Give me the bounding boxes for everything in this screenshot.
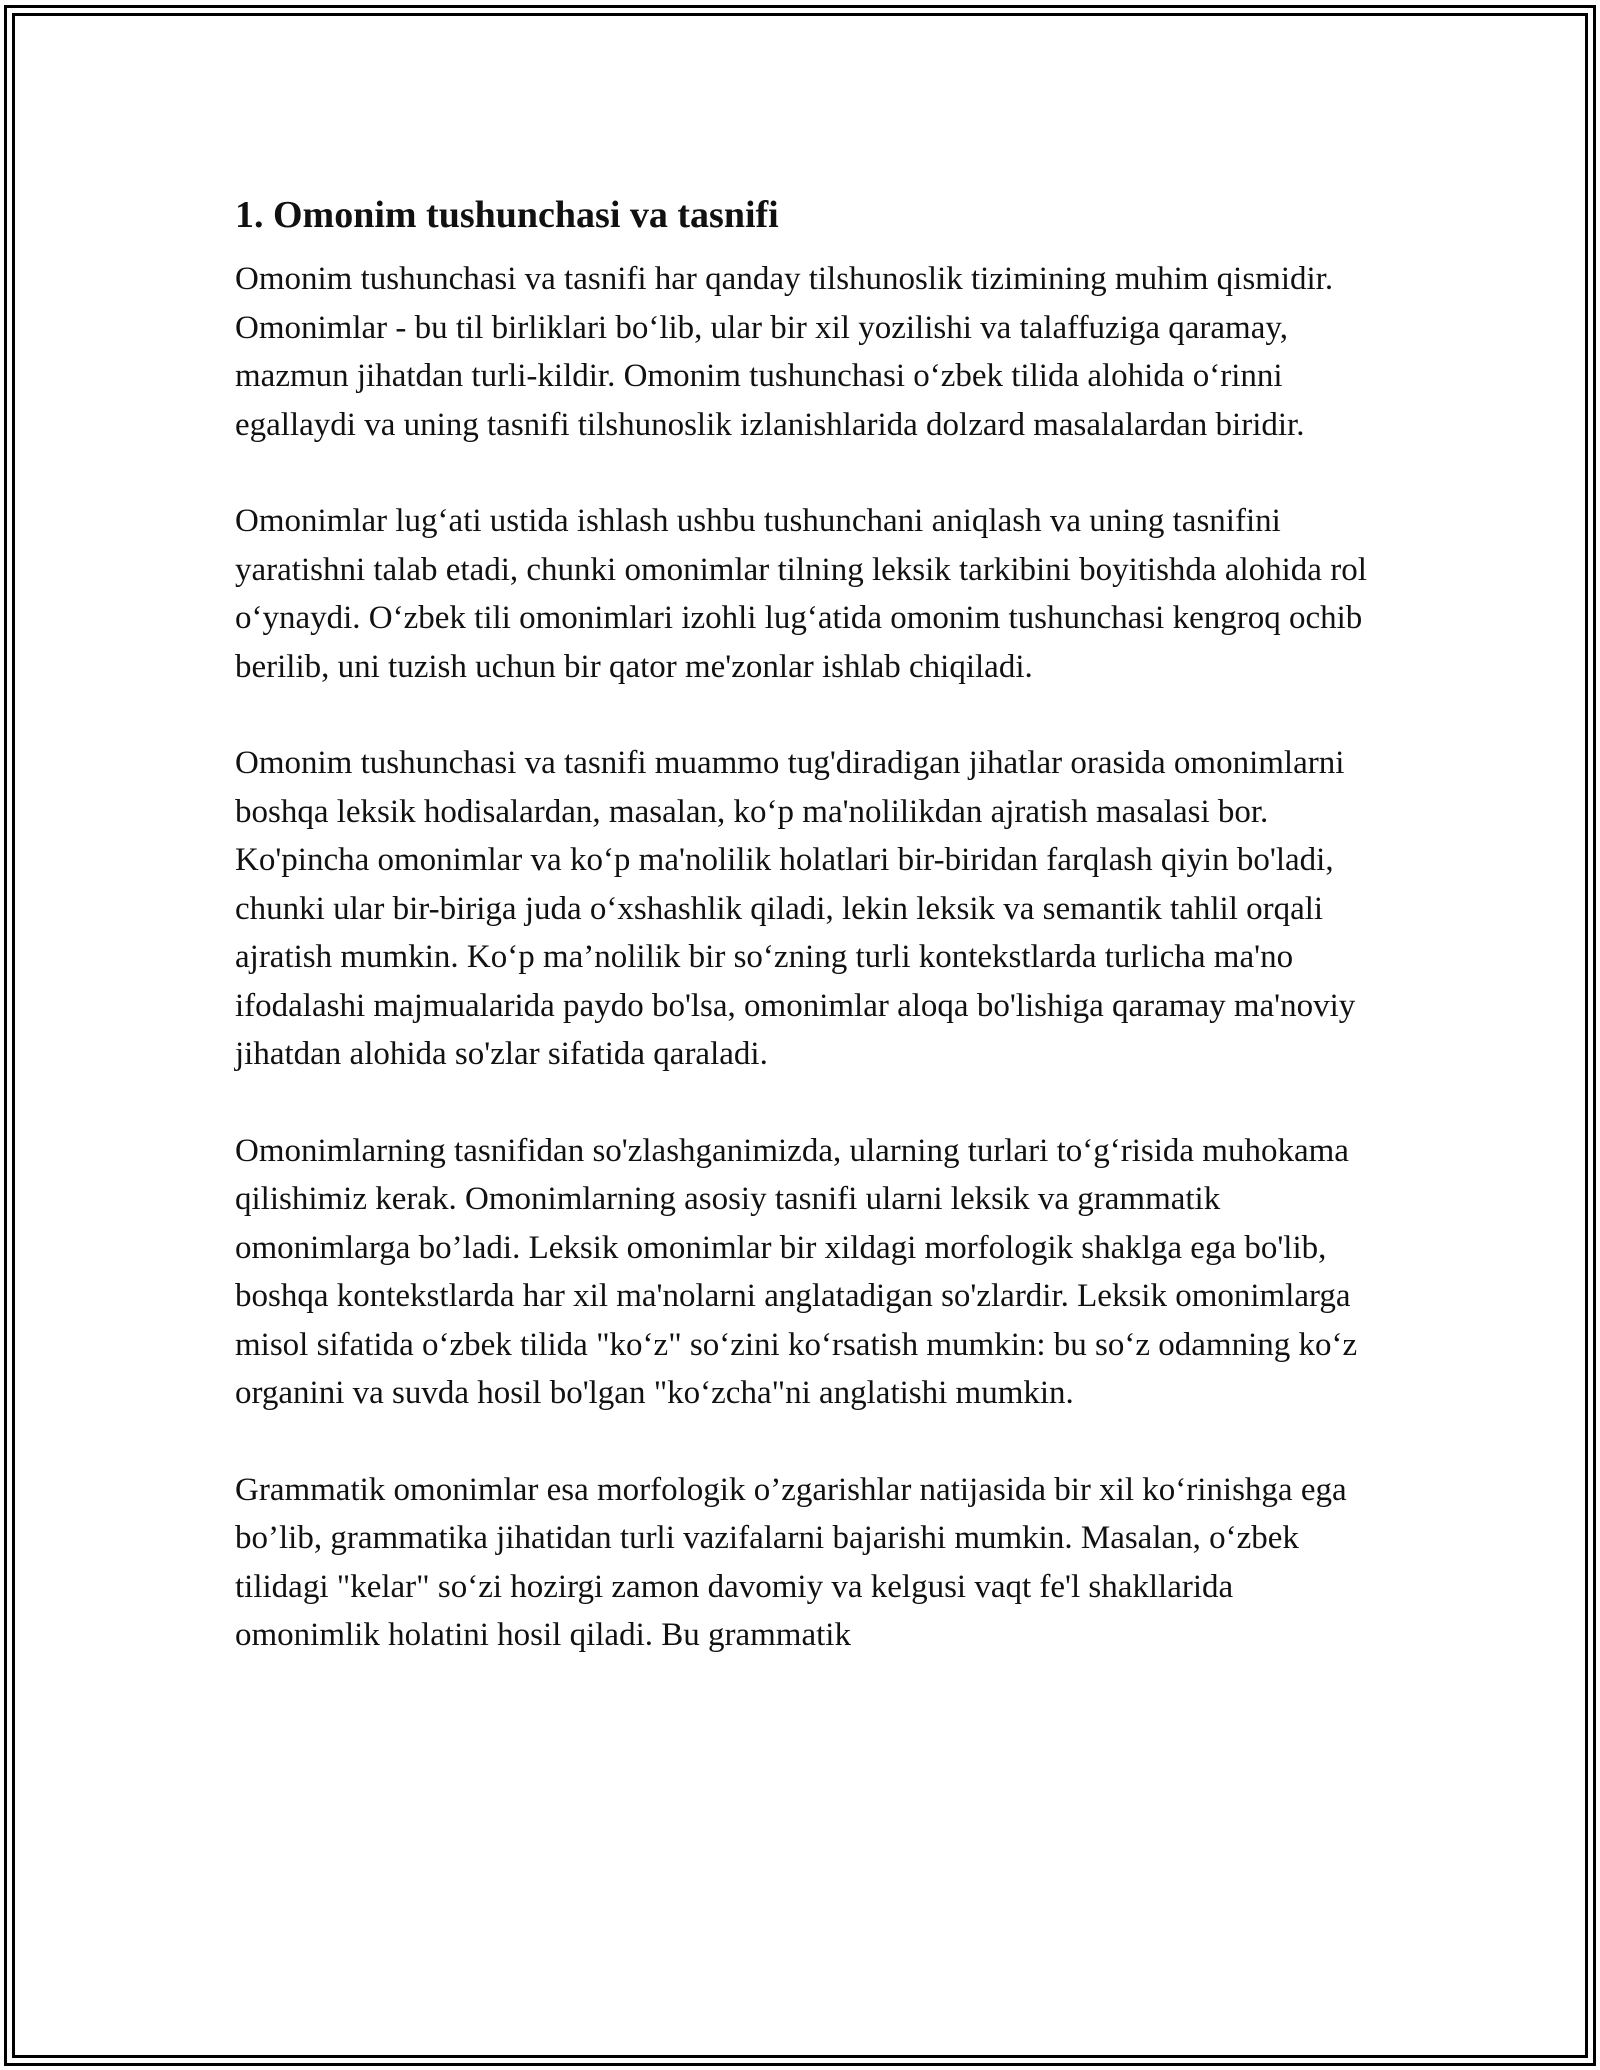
paragraph-4: Omonimlarning tasnifidan so'zlashganimizda, ularning turlari to‘g‘risida muhokama qilishimiz kerak. Omonimlarning asosiy tasnifi ularni leksik va grammatik omonimlarga bo’ladi. Leksik omonimlar bir xildagi morfologik shaklga ega bo'lib, boshqa kontekstlarda har xil ma'nolarni anglatadigan so'zlardir. Leksik omonimlarga misol sifatida o‘zbek tilida "ko‘z" so‘zini ko‘rsatish mumkin: bu so‘z odamning ko‘z organini va suvda hosil bo'lgan "ko‘zcha"ni anglatishi mumkin.: [235, 1132, 1358, 1411]
paragraph-1: Omonim tushunchasi va tasnifi har qanday tilshunoslik tizimining muhim qismidir. Omonimlar - bu til birliklari bo‘lib, ular bir xil yozilishi va talaffuziga qaramay, mazmun jihatdan turli-kildir. Omonim tushunchasi o‘zbek tilida alohida o‘rinni egallaydi va uning tasnifi tilshunoslik izlanishlarida dolzard masalalardan biridir.: [235, 261, 1334, 443]
paragraph-3: Omonim tushunchasi va tasnifi muammo tug'diradigan jihatlar orasida omonimlarni boshqa leksik hodisalardan, masalan, ko‘p ma'nolilikdan ajratish masalasi bor. Ko'pincha omonimlar va ko‘p ma'nolilik holatlari bir-biridan farqlash qiyin bo'ladi, chunki ular bir-biriga juda o‘xshashlik qiladi, lekin leksik va semantik tahlil orqali ajratish mumkin. Ko‘p ma’nolilik bir so‘zning turli kontekstlarda turlicha ma'no ifodalashi majmualarida paydo bo'lsa, omonimlar aloqa bo'lishiga qaramay ma'noviy jihatdan alohida so'zlar sifatida qaraladi.: [235, 745, 1356, 1072]
paragraph-2: Omonimlar lug‘ati ustida ishlash ushbu tushunchani aniqlash va uning tasnifini yaratishni talab etadi, chunki omonimlar tilning leksik tarkibini boyitishda alohida rol o‘ynaydi. O‘zbek tili omonimlari izohli lug‘atida omonim tushunchasi kengroq ochib berilib, uni tuzish uchun bir qator me'zonlar ishlab chiqiladi.: [235, 503, 1367, 685]
paragraph-5: Grammatik omonimlar esa morfologik o’zgarishlar natijasida bir xil ko‘rinishga ega bo’lib, grammatika jihatidan turli vazifalarni bajarishi mumkin. Masalan, o‘zbek tilidagi "kelar" so‘zi hozirgi zamon davomiy va kelgusi vaqt fe'l shakllarida omonimlik holatini hosil qiladi. Bu grammatik: [235, 1471, 1347, 1653]
document-body: [235, 185, 1375, 1708]
section-heading: 1. Omonim tushunchasi va tasnifi: [235, 194, 779, 236]
